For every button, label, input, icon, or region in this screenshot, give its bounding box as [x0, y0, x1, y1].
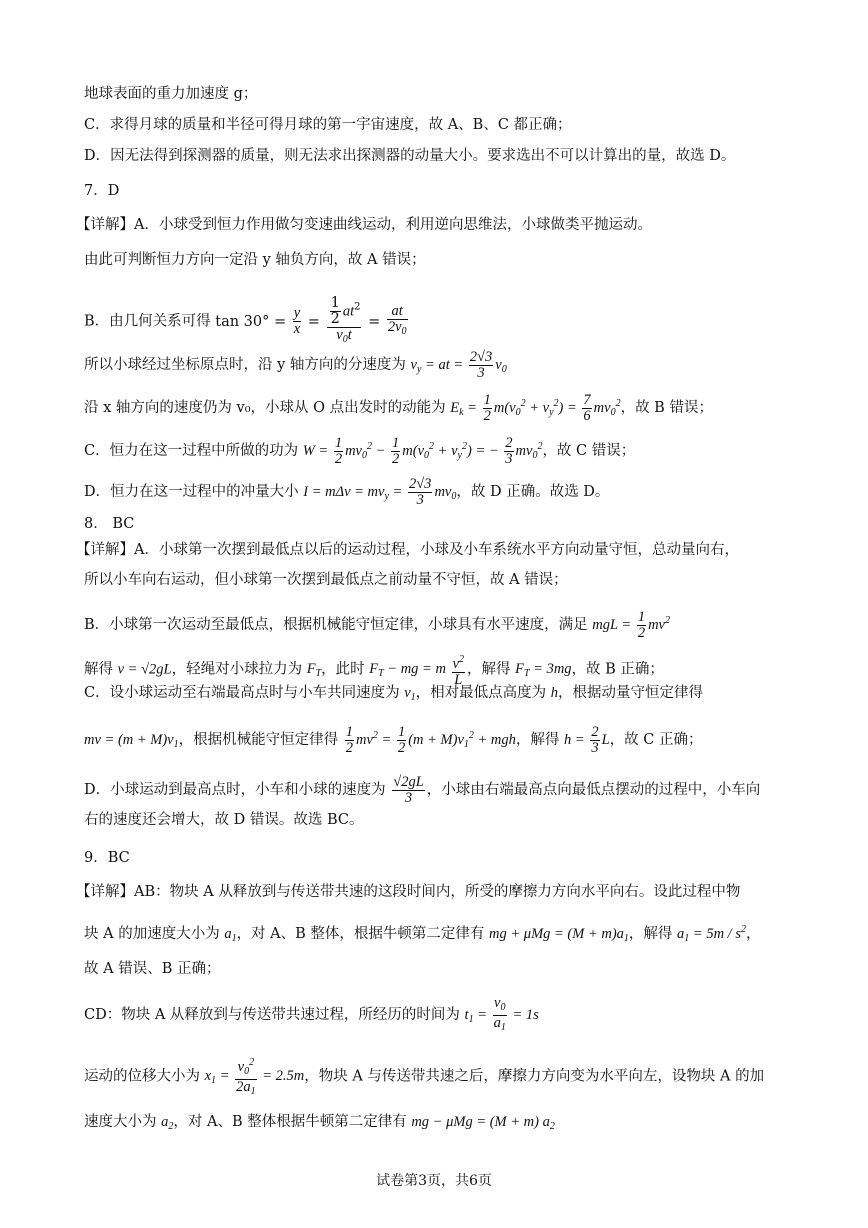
- text-line: 地球表面的重力加速度 g；: [84, 86, 258, 102]
- text-line: 由此可判断恒力方向一定沿 y 轴负方向，故 A 错误；: [84, 252, 426, 268]
- formula-line: 沿 x 轴方向的速度仍为 v₀，小球从 O 点出发时的动能为 $E_k$ = $\frac{1}{2}$ $m(v_0^2 + v_y^2)$ = $\frac{7}{6}$ $mv_0^2$，故 B 错误；: [84, 392, 713, 424]
- math-formula: $a_2$: [161, 1114, 174, 1132]
- page-footer: 试卷第3页，共6页: [376, 1173, 492, 1189]
- math-formula: $x_1$ = $\frac{v_0^2}{2a_1}$ = 2.5m: [204, 1057, 305, 1097]
- question-number: 9．BC: [84, 850, 130, 866]
- math-formula: mg + $\mu Mg = (M + m)a_1$: [489, 926, 629, 944]
- math-formula: h: [550, 685, 558, 701]
- math-formula: $a_1$: [224, 926, 237, 944]
- math-formula: $F_T$: [306, 661, 322, 680]
- math-formula: $I = m\Delta v = mv_y$ = $\frac{2√3}{3}$ $mv_0$: [303, 476, 457, 508]
- formula-line: CD：物块 A 从释放到与传送带共速过程，所经历的时间为 $t_1$ = $\frac{v_0}{a_1}$ = 1s: [84, 995, 539, 1033]
- text-line: 所以小车向右运动，但小球第一次摆到最低点之前动量不守恒，故 A 错误；: [84, 572, 568, 588]
- math-formula: $F_T = 3mg$: [515, 661, 572, 680]
- math-formula: $E_k$ = $\frac{1}{2}$ $m(v_0^2 + v_y^2)$ = $\frac{7}{6}$ $mv_0^2$: [450, 392, 621, 424]
- formula-line: 运动的位移大小为 $x_1$ = $\frac{v_0^2}{2a_1}$ = 2.5m，物块 A 与传送带共速之后，摩擦力方向变为水平向左，设物块 A 的加: [84, 1057, 765, 1097]
- formula-line: 所以小球经过坐标原点时，沿 y 轴方向的分速度为 $v_y$ = at = $\frac{2√3}{3}$ $v_0$: [84, 349, 507, 381]
- math-formula: W = $\frac{1}{2}$ $mv_0^2$ − $\frac{1}{2}$ $m(v_0^2 + v_y^2)$ = − $\frac{2}{3}$ $mv_0^2$: [302, 435, 543, 467]
- math-formula: $t_1$ = $\frac{v_0}{a_1}$ = 1s: [464, 995, 539, 1033]
- math-formula: $v_1$: [404, 685, 416, 703]
- formula-line: B．由几何关系可得 tan 30° = $\frac{y}{x}$ = $\frac{1}{2}$ $at^2$ $v_0t$ = $\frac{at}{2v_0}$: [84, 296, 808, 347]
- formula-line: 解得 v = √2gL，轻绳对小球拉力为 $F_T$，此时 $F_T$ − mg = m $\frac{v^2}{L}$ ，解得 $F_T = 3mg$，故 B 正确；: [84, 654, 664, 688]
- math-formula: v = √2gL: [117, 661, 172, 678]
- text-line: 【详解】AB：物块 A 从释放到与传送带共速的这段时间内，所受的摩擦力方向水平向右。设此过程中物: [76, 884, 741, 900]
- math-formula: $v_y$ = at = $\frac{2√3}{3}$ $v_0$: [410, 349, 507, 381]
- math-formula: mv = $(m + M)v_1$: [84, 731, 179, 750]
- math-formula: mg − μMg = (M + m) $a_2$: [411, 1114, 555, 1132]
- formula-line: C．恒力在这一过程中所做的功为 W = $\frac{1}{2}$ $mv_0^2$ − $\frac{1}{2}$ $m(v_0^2 + v_y^2)$ = − $\frac{2}{3}$ $mv_0^2$，故 C 错误；: [84, 435, 636, 467]
- text-line: D．因无法得到探测器的质量，则无法求出探测器的动量大小。要求选出不可以计算出的量，故选 D。: [84, 148, 736, 164]
- text-line: 右的速度还会增大，故 D 错误。故选 BC。: [84, 812, 364, 828]
- math-formula: $\frac{1}{2}$ $mv^2$ = $\frac{1}{2}$ $(m + M)v_1^2$ + mgh: [345, 724, 516, 756]
- text-line: C．求得月球的质量和半径可得月球的第一宇宙速度，故 A、B、C 都正确；: [84, 117, 572, 133]
- text-line: 故 A 错误、B 正确；: [84, 961, 221, 977]
- math-formula: $\frac{√2gL}{3}$: [393, 774, 424, 806]
- text-line: 【详解】A．小球第一次摆到最低点以后的运动过程，小球及小车系统水平方向动量守恒，总动量向右，: [76, 542, 739, 558]
- math-formula: $a_1 = 5m / s^2$: [677, 924, 746, 944]
- math-formula: h = $\frac{2}{3}$ L: [564, 724, 610, 756]
- formula-line: C．设小球运动至右端最高点时与小车共同速度为 $v_1$，相对最低点高度为 h，根据动量守恒定律得: [84, 685, 703, 703]
- math-formula: tan 30° = $\frac{y}{x}$ = $\frac{1}{2}$ $at^2$ $v_0t$ = $\frac{at}{2v_0}$: [215, 295, 407, 345]
- question-number: 7．D: [84, 183, 120, 199]
- formula-line: mv = $(m + M)v_1$，根据机械能守恒定律得 $\frac{1}{2}$ $mv^2$ = $\frac{1}{2}$ $(m + M)v_1^2$ + mgh，解得 h = $\frac{2}{3}$ L，故 C 正确；: [84, 724, 703, 756]
- formula-line: 速度大小为 $a_2$，对 A、B 整体根据牛顿第二定律有 mg − μMg = (M + m) $a_2$: [84, 1114, 555, 1132]
- formula-line: 块 A 的加速度大小为 $a_1$，对 A、B 整体，根据牛顿第二定律有 mg + $\mu Mg = (M + m)a_1$，解得 $a_1 = 5m / s^2$，: [84, 924, 761, 944]
- formula-line: D．恒力在这一过程中的冲量大小 $I = m\Delta v = mv_y$ = $\frac{2√3}{3}$ $mv_0$，故 D 正确。故选 D。: [84, 476, 610, 508]
- formula-line: D．小球运动到最高点时，小车和小球的速度为 $\frac{√2gL}{3}$ ，小球由右端最高点向最低点摆动的过程中，小车向: [84, 774, 761, 806]
- question-number: 8． BC: [84, 516, 135, 532]
- formula-line: B．小球第一次运动至最低点，根据机械能守恒定律，小球具有水平速度，满足 mgL = $\frac{1}{2}$ $mv^2$: [84, 609, 670, 641]
- math-formula: $F_T$ − mg = m $\frac{v^2}{L}$: [369, 654, 464, 688]
- math-formula: mgL = $\frac{1}{2}$ $mv^2$: [592, 609, 670, 641]
- text-line: 【详解】A．小球受到恒力作用做匀变速曲线运动，利用逆向思维法，小球做类平抛运动。: [76, 217, 652, 233]
